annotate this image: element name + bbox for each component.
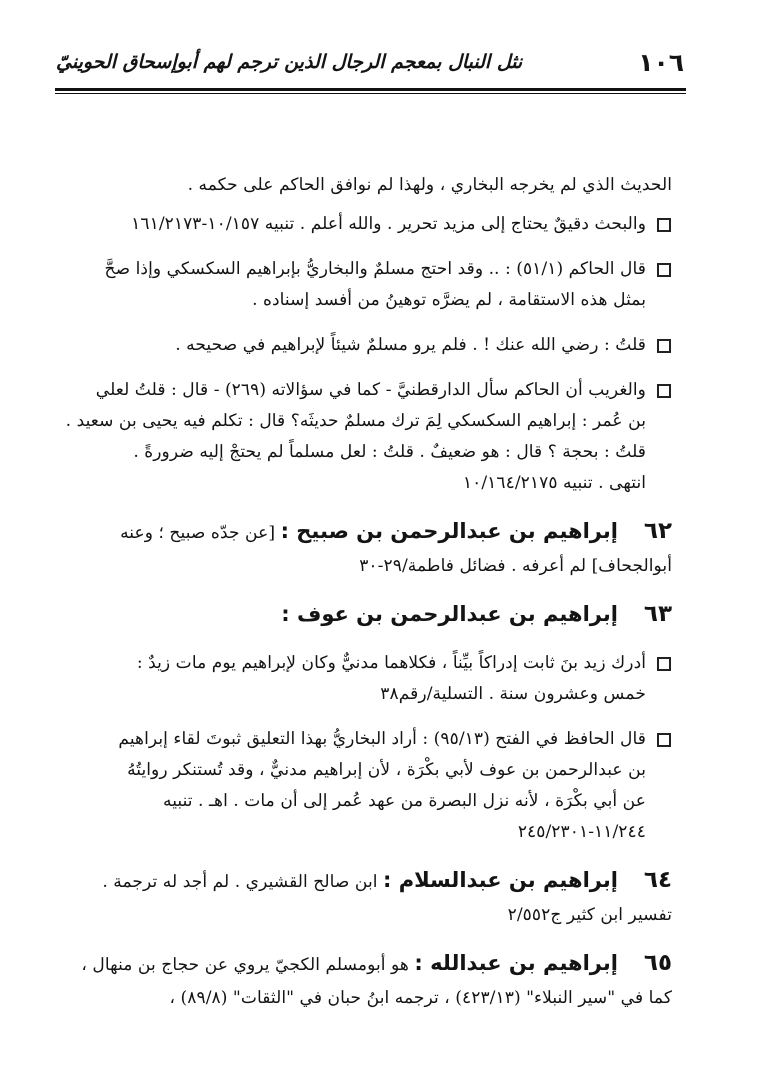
text-line: بن عبدالرحمن بن عوف لأبي بكْرَة ، لأن إبراهيم مدنيٌّ ، وقد تُستنكر روايتُهُ (127, 760, 646, 780)
text-line: تفسير ابن كثير ج٢/٥٥٢ (507, 905, 672, 925)
text-line: أبوالجحاف] لم أعرفه . فضائل فاطمة/٢٩-٣٠ (359, 556, 672, 576)
entry-text: هو أبومسلم الكجيّ يروي عن حجاج بن منهال ، (81, 955, 409, 975)
entry-name: إبراهيم بن عبدالسلام : (383, 868, 618, 892)
text-line: قلتُ : رضي الله عنك ! . فلم يرو مسلمٌ شيئاً لإبراهيم في صحيحه . (175, 335, 646, 355)
entry-name: إبراهيم بن عبدالرحمن بن عوف : (281, 602, 618, 626)
square-bullet-icon (657, 384, 671, 398)
page-header (56, 44, 684, 80)
text-line: قال الحافظ في الفتح (٩٥/١٣) : أراد البخاريُّ بهذا التعليق ثبوتَ لقاء إبراهيم (118, 729, 646, 749)
text-line: بن عُمر : إبراهيم السكسكي لِمَ ترك مسلمٌ حديثَه؟ قال : تكلم فيه يحيى بن سعيد . (65, 411, 646, 431)
bullet-paragraph (52, 209, 672, 240)
entry-text: ابن صالح القشيري . لم أجد له ترجمة . (102, 872, 378, 892)
entry-62 (52, 513, 672, 582)
text-line: انتهى . تنبيه ١٠/١٦٤/٢١٧٥ (462, 473, 646, 493)
entry-name: إبراهيم بن عبدالرحمن بن صبيح : (280, 519, 618, 543)
bullet-paragraph (52, 375, 672, 499)
square-bullet-icon (657, 657, 671, 671)
square-bullet-icon (657, 218, 671, 232)
bullet-paragraph (52, 254, 672, 316)
text-line: أدرك زيد بنَ ثابت إدراكاً بيِّناً ، فكلاهما مدنيٌّ وكان لإبراهيم يوم مات زيدٌ : (136, 653, 646, 673)
text-line: عن أبي بكْرَة ، لأنه نزل البصرة من عهد عُمر إلى أن مات . اهـ . تنبيه (163, 791, 646, 811)
header-rule-thick (55, 88, 686, 91)
entry-number: ٦٥ (643, 950, 672, 976)
square-bullet-icon (657, 339, 671, 353)
entry-64 (52, 862, 672, 931)
header-rule-thin (55, 93, 686, 94)
square-bullet-icon (657, 733, 671, 747)
entry-name: إبراهيم بن عبدالله : (414, 951, 618, 975)
paragraph-continuation: الحديث الذي لم يخرجه البخاري ، ولهذا لم نوافق الحاكم على حكمه . (187, 175, 672, 195)
entry-number: ٦٢ (643, 518, 672, 544)
entry-63 (52, 596, 672, 634)
page-number: ١٠٦ (638, 47, 684, 77)
text-line: والبحث دقيقٌ يحتاج إلى مزيد تحرير . والله أعلم . تنبيه ١٠/١٥٧-١٦١/٢١٧٣ (131, 214, 646, 234)
entry-number: ٦٣ (643, 601, 672, 627)
text-line: والغريب أن الحاكم سأل الدارقطنيَّ - كما في سؤالاته (٢٦٩) - قال : قلتُ لعلي (95, 380, 646, 400)
text-line: بمثل هذه الاستقامة ، لم يضرَّه توهينُ من أفسد إسناده . (252, 290, 646, 310)
bullet-paragraph (52, 724, 672, 848)
text-line: خمس وعشرون سنة . التسلية/رقم٣٨ (380, 684, 646, 704)
entry-number: ٦٤ (643, 867, 672, 893)
text-line: كما في "سير النبلاء" (٤٢٣/١٣) ، ترجمه ابنُ حبان في "الثقات" (٨٩/٨) ، (169, 988, 672, 1008)
book-title: نثل النبال بمعجم الرجال الذين ترجم لهم أبوإسحاق الحوينيّ (56, 51, 523, 73)
text-line: قلتُ : بحجة ؟ قال : هو ضعيفٌ . قلتُ : لعل مسلماً لم يحتجْ إليه ضرورةً . (133, 442, 646, 462)
entry-text: [عن جدّه صبيح ؛ وعنه (120, 523, 276, 543)
square-bullet-icon (657, 263, 671, 277)
entry-65 (52, 945, 672, 1014)
bullet-paragraph (52, 330, 672, 361)
page-body (52, 170, 672, 1028)
bullet-paragraph (52, 648, 672, 710)
text-line: ١١/٢٤٤-٢٤٥/٢٣٠١ (517, 822, 646, 842)
text-line: قال الحاكم (٥١/١) : .. وقد احتج مسلمٌ والبخاريُّ بإبراهيم السكسكي وإذا صحَّ (104, 259, 646, 279)
